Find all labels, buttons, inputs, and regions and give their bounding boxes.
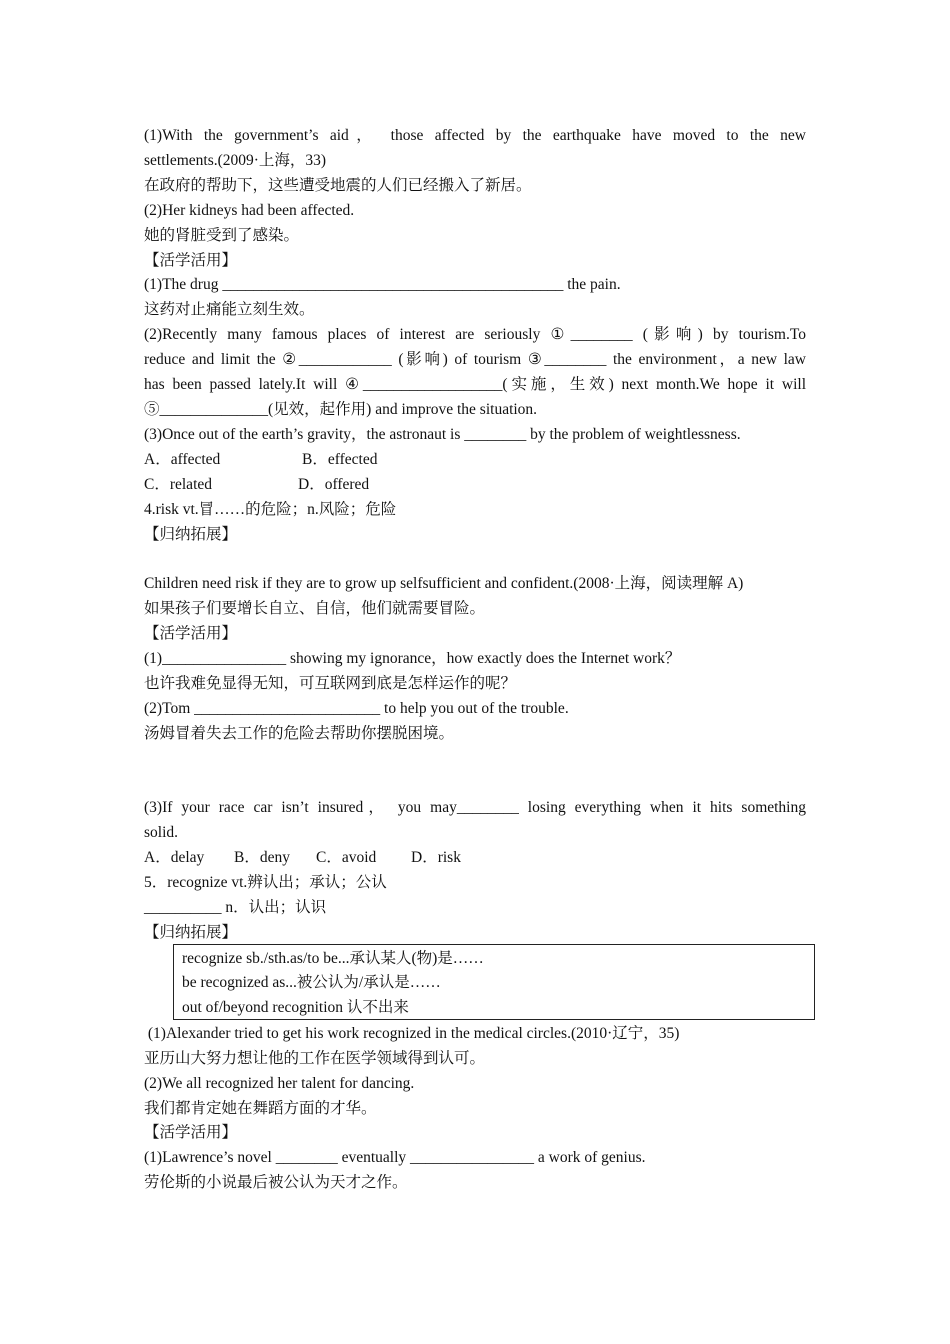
- example-translation-zh: 我们都肯定她在舞蹈方面的才华。: [144, 1099, 377, 1117]
- practice-item: (1)________________ showing my ignorance，how exactly does the Internet work？: [144, 650, 681, 668]
- blank-line: [144, 547, 806, 572]
- example-translation-zh: 在政府的帮助下，这些遭受地震的人们已经搬入了新居。: [144, 176, 532, 194]
- practice-item-cont: has been passed lately.It will ④__________________(实施，生效) next month.We hope it will: [144, 376, 806, 394]
- phrase-box: [173, 944, 815, 1020]
- phrase-box-wrapper: [173, 946, 815, 1022]
- vocab-entry-title: 4.risk vt.冒……的危险；n.风险；危险: [144, 500, 397, 518]
- practice-item: (2)Tom ________________________ to help you out of the trouble.: [144, 699, 569, 717]
- choice-options-row: [144, 473, 806, 498]
- summary-heading: 【归纳拓展】: [144, 923, 238, 941]
- option-d: D．offered: [298, 475, 370, 493]
- blank-line: [144, 772, 806, 797]
- example-sentence-en: (2)Her kidneys had been affected.: [144, 201, 355, 219]
- practice-translation: 也许我难免显得无知，可互联网到底是怎样运作的呢？: [144, 674, 517, 692]
- choice-question: (3)Once out of the earth’s gravity，the astronaut is ________ by the problem of weightlessness.: [144, 425, 741, 443]
- practice-item: (1)The drug ____________________________________________ the pain.: [144, 276, 621, 294]
- document-page: [144, 124, 806, 1196]
- vocab-entry-title: 5．recognize vt.辨认出；承认；公认: [144, 874, 387, 892]
- option-b: B．effected: [302, 450, 378, 468]
- option-d: D．risk: [411, 849, 461, 867]
- option-b: B．deny: [234, 849, 290, 867]
- practice-item-cont: ⑤______________(见效，起作用) and improve the situation.: [144, 400, 538, 418]
- example-translation-zh: 亚历山大努力想让他的工作在医学领域得到认可。: [144, 1049, 486, 1067]
- practice-item: (1)Lawrence’s novel ________ eventually ________________ a work of genius.: [144, 1149, 646, 1167]
- choice-options-row: [144, 448, 806, 473]
- practice-item-cont: reduce and limit the ②____________ (影响) of tourism ③________ the environment，a new law: [144, 351, 806, 369]
- option-c: C．related: [144, 475, 213, 493]
- example-sentence-en: Children need risk if they are to grow up selfsufficient and confident.(2008·上海，阅读理解 A): [144, 575, 744, 593]
- example-sentence-en: (2)We all recognized her talent for dancing.: [144, 1074, 415, 1092]
- practice-heading: 【活学活用】: [144, 1124, 238, 1142]
- option-a: A．affected: [144, 450, 221, 468]
- example-sentence-en: (1)With the government’s aid， those affected by the earthquake have moved to the new: [144, 127, 806, 144]
- practice-translation: 劳伦斯的小说最后被公认为天才之作。: [144, 1174, 408, 1192]
- phrase-item: out of/beyond recognition 认不出来: [182, 999, 409, 1017]
- example-translation-zh: 如果孩子们要增长自立、自信，他们就需要冒险。: [144, 600, 486, 618]
- choice-question: (3)If your race car isn’t insured， you may________ losing everything when it hits something: [144, 799, 806, 817]
- practice-heading: 【活学活用】: [144, 625, 238, 643]
- noun-form-line: __________ n．认出；认识: [144, 899, 327, 917]
- option-a: A．delay: [144, 849, 205, 867]
- example-sentence-en-cont: settlements.(2009·上海，33): [144, 151, 327, 169]
- option-c: C．avoid: [316, 849, 377, 867]
- choice-options-row: [144, 846, 806, 871]
- example-translation-zh: 她的肾脏受到了感染。: [144, 226, 300, 244]
- phrase-item: recognize sb./sth.as/to be...承认某人(物)是……: [182, 949, 484, 967]
- example-sentence-en: (1)Alexander tried to get his work recognized in the medical circles.(2010·辽宁，35): [144, 1024, 680, 1042]
- practice-heading: 【活学活用】: [144, 251, 238, 269]
- blank-line: [144, 747, 806, 772]
- summary-heading: 【归纳拓展】: [144, 525, 238, 543]
- practice-translation: 汤姆冒着失去工作的危险去帮助你摆脱困境。: [144, 724, 455, 742]
- choice-question-cont: solid.: [144, 824, 179, 842]
- practice-item: (2)Recently many famous places of interest are seriously ①________ (影响) by tourism.To: [144, 326, 806, 344]
- phrase-item: be recognized as...被公认为/承认是……: [182, 974, 441, 992]
- practice-translation: 这药对止痛能立刻生效。: [144, 301, 315, 319]
